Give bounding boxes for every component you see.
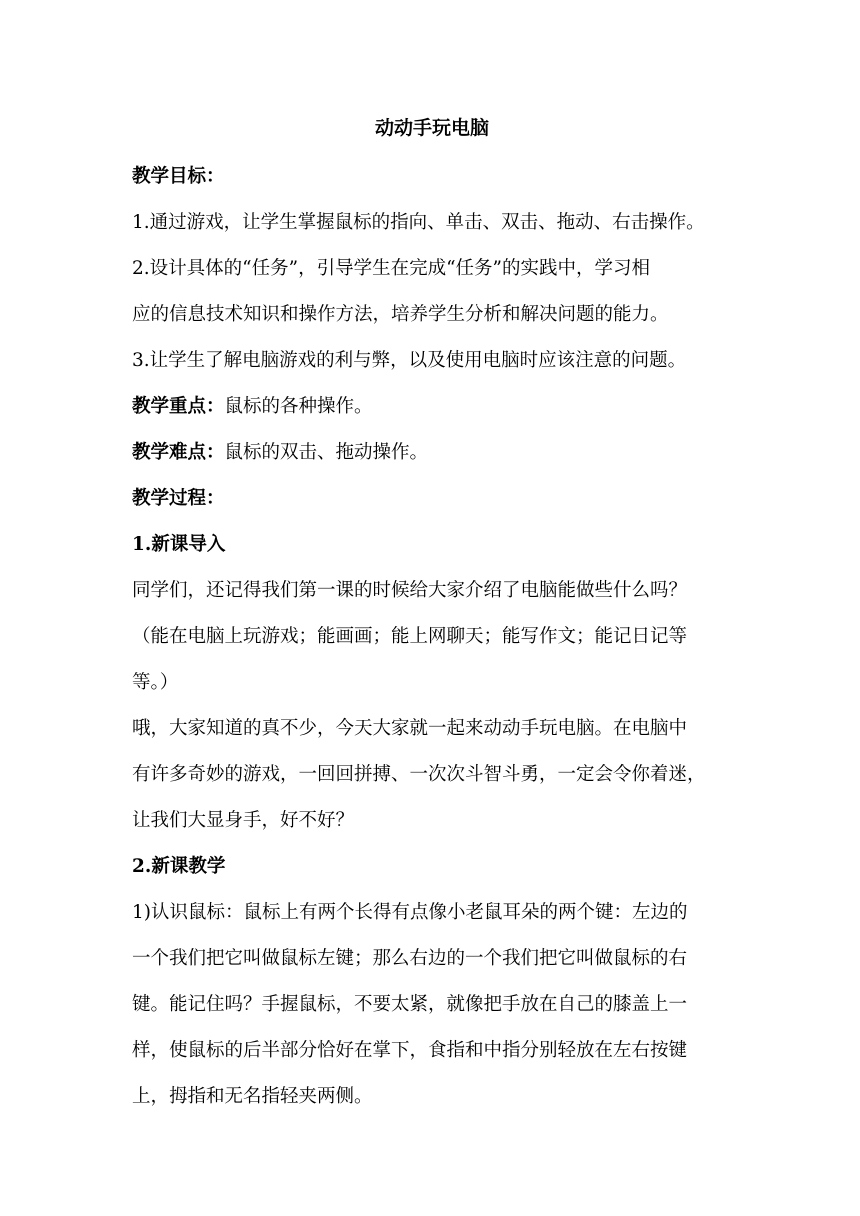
key-point-row (132, 384, 732, 430)
process-heading: 教学过程： (132, 488, 225, 509)
section-1-line-5: 有许多奇妙的游戏，一回回拼搏、一次次斗智斗勇，一定会令你着迷， (132, 764, 706, 785)
section-2-line-3: 键。能记住吗？手握鼠标，不要太紧，就像把手放在自己的膝盖上一 (132, 994, 688, 1015)
key-point-label: 教学重点： (132, 396, 225, 417)
section-1-heading: 1.新课导入 (132, 534, 226, 555)
section-1-line-6: 让我们大显身手，好不好？ (132, 810, 355, 831)
section-2-line-4: 样，使鼠标的后半部分恰好在掌下，食指和中指分别轻放在左右按键 (132, 1040, 688, 1061)
section-2-heading: 2.新课教学 (132, 856, 226, 877)
section-1-line-4: 哦，大家知道的真不少，今天大家就一起来动动手玩电脑。在电脑中 (132, 718, 688, 739)
objectives-heading: 教学目标： (132, 166, 225, 187)
section-1-line-2: （能在电脑上玩游戏；能画画；能上网聊天；能写作文；能记日记等 (132, 626, 688, 647)
section-2-line-5: 上，拇指和无名指轻夹两侧。 (132, 1086, 373, 1107)
section-1-line-1: 同学们，还记得我们第一课的时候给大家介绍了电脑能做些什么吗？ (132, 580, 688, 601)
document-page (132, 110, 732, 1120)
difficulty-row (132, 430, 732, 476)
key-point-text: 鼠标的各种操作。 (224, 396, 373, 417)
objective-item-2-line-2: 应的信息技术知识和操作方法，培养学生分析和解决问题的能力。 (132, 304, 669, 325)
objective-item-1: 1.通过游戏，让学生掌握鼠标的指向、单击、双击、拖动、右击操作。 (132, 212, 705, 233)
objective-item-3: 3.让学生了解电脑游戏的利与弊，以及使用电脑时应该注意的问题。 (132, 350, 687, 371)
section-2-line-1: 1)认识鼠标：鼠标上有两个长得有点像小老鼠耳朵的两个键：左边的 (132, 902, 688, 923)
difficulty-text: 鼠标的双击、拖动操作。 (224, 442, 429, 463)
section-1-line-3: 等。） (132, 672, 179, 693)
objective-item-2-line-1: 2.设计具体的“任务”，引导学生在完成“任务”的实践中，学习相 (132, 258, 650, 279)
difficulty-label: 教学难点： (132, 442, 225, 463)
section-2-line-2: 一个我们把它叫做鼠标左键；那么右边的一个我们把它叫做鼠标的右 (132, 948, 688, 969)
document-title: 动动手玩电脑 (374, 117, 489, 139)
